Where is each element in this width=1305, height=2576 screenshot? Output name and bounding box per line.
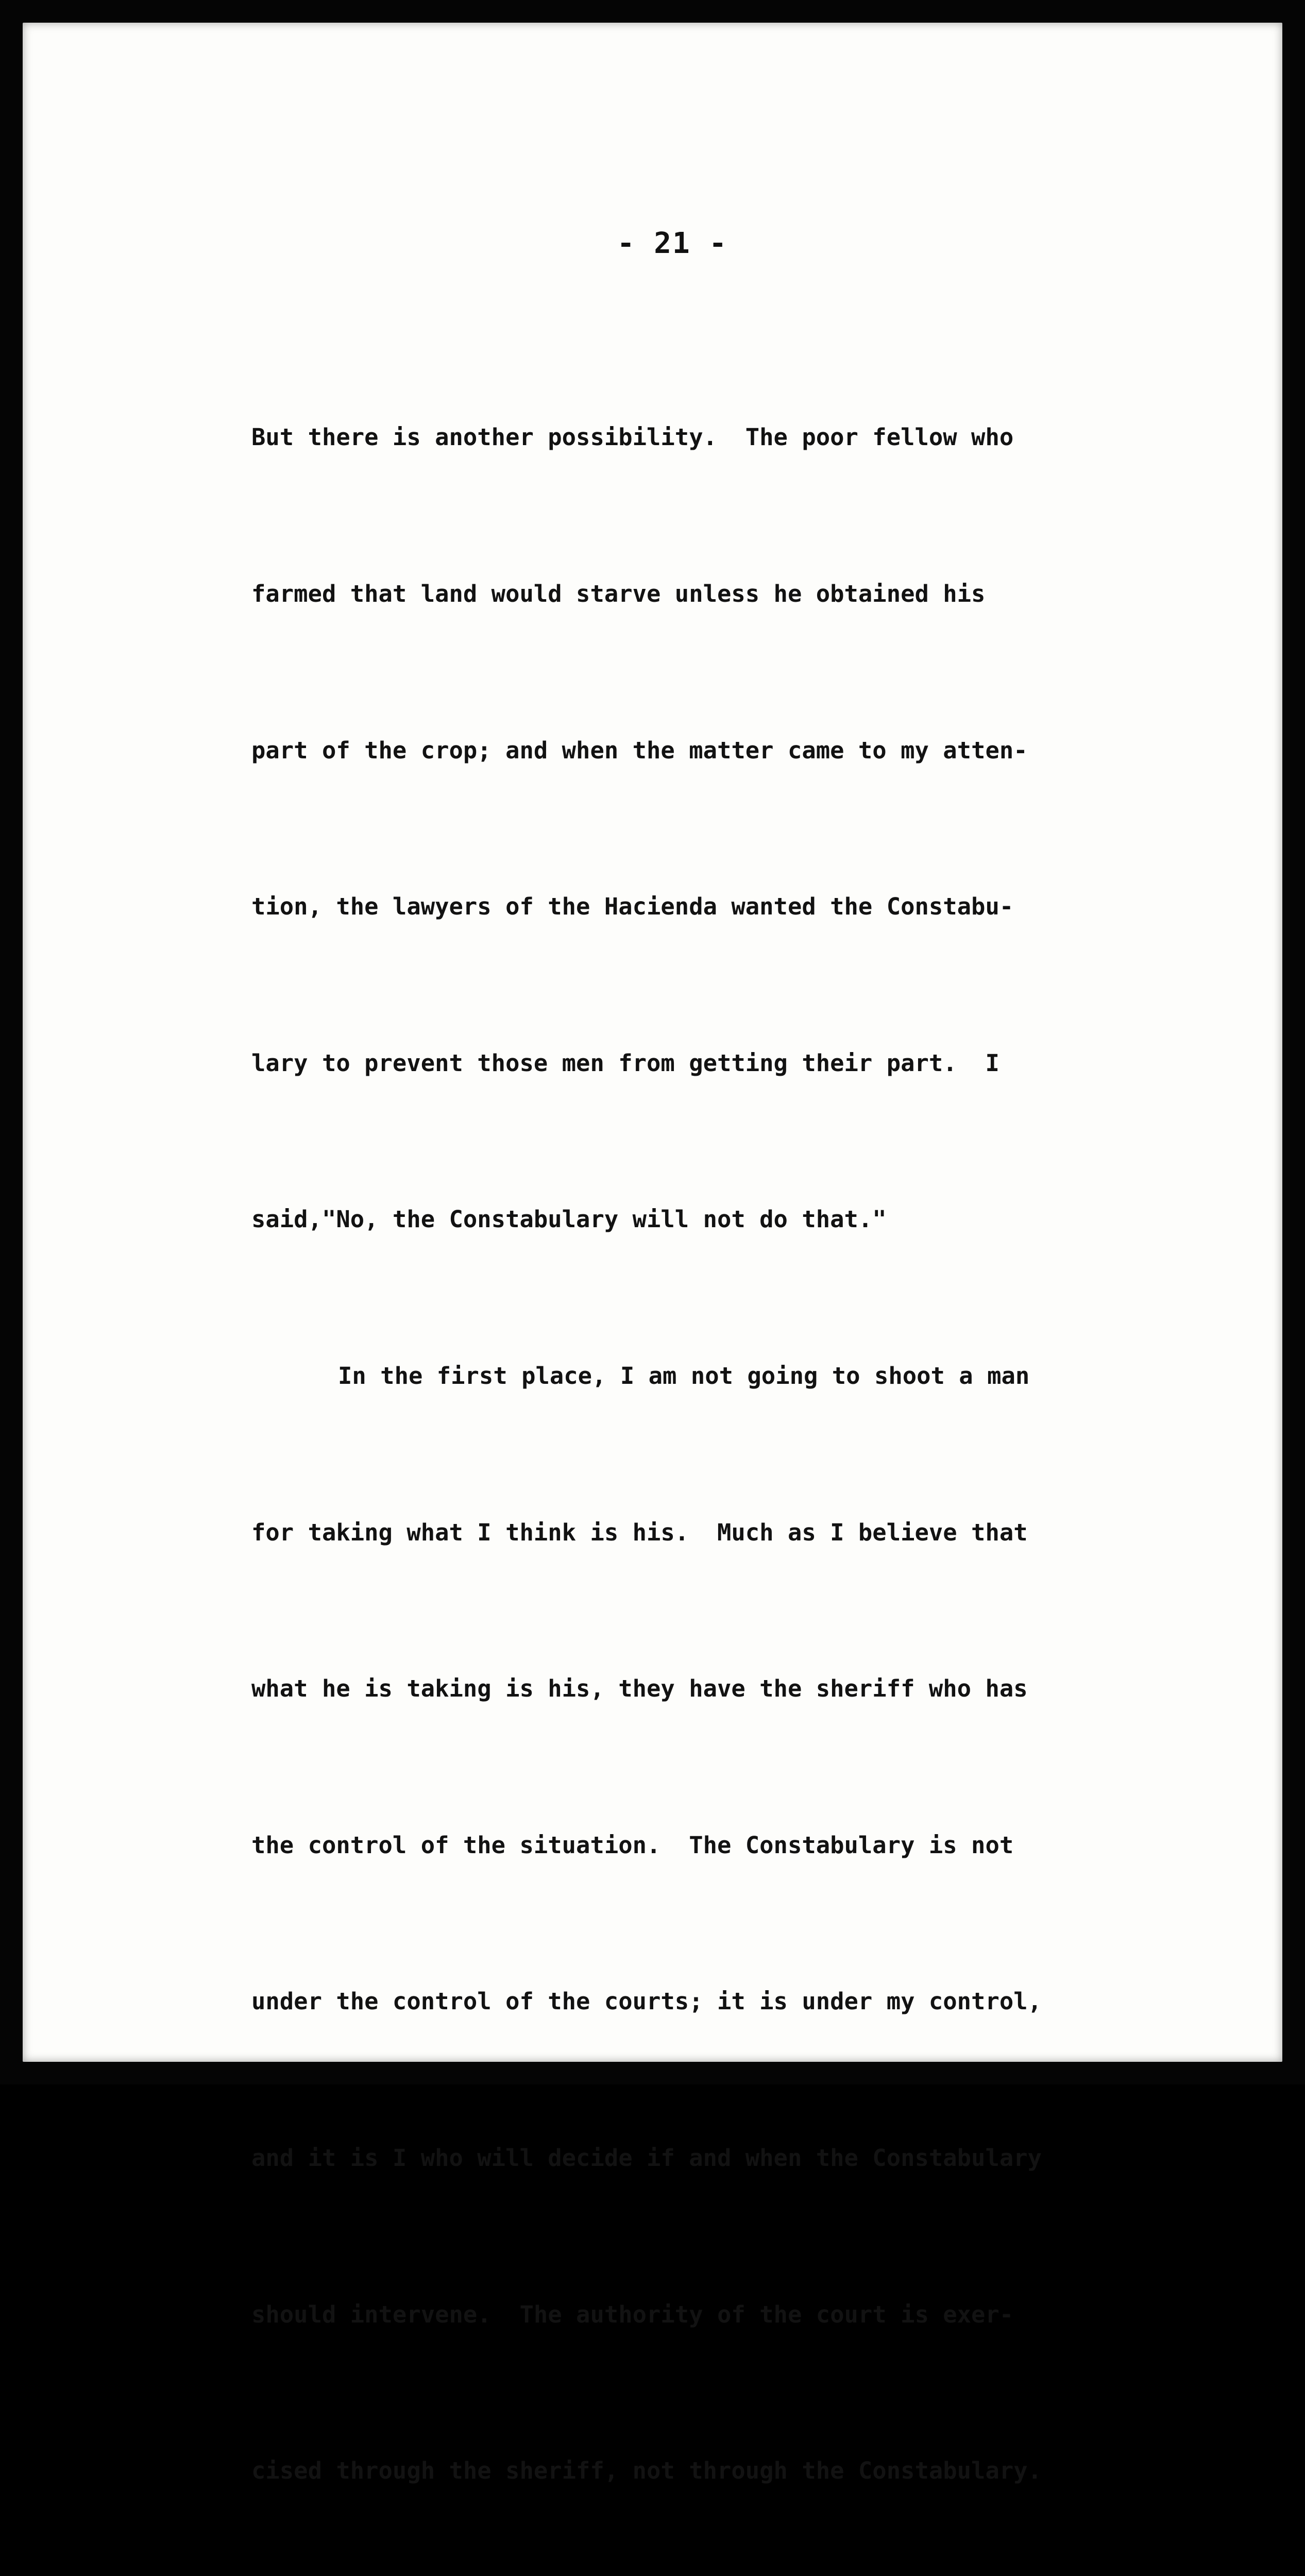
text-line: lary to prevent those men from getting their part. I xyxy=(251,1049,999,1077)
text-line: tion, the lawyers of the Hacienda wanted the Constabu- xyxy=(251,893,1014,921)
text-line: and it is I who will decide if and when the Constabulary xyxy=(251,2144,1042,2172)
text-line: the control of the situation. The Constabulary is not xyxy=(251,1831,1014,1859)
paragraph-start-line: In the first place, I am not going to shoot a man xyxy=(338,1362,1030,1389)
text-line: But there is another possibility. The poor fellow who xyxy=(251,423,1014,451)
text-line: what he is taking is his, they have the sheriff who has xyxy=(251,1675,1028,1703)
text-line: part of the crop; and when the matter came to my atten- xyxy=(251,736,1028,764)
text-line: under the control of the courts; it is under my control, xyxy=(251,1988,1042,2015)
text-line: said,"No, the Constabulary will not do that." xyxy=(251,1206,887,1233)
typed-body-text xyxy=(251,307,1179,2576)
text-line: cised through the sheriff, not through the Constabulary. xyxy=(251,2457,1042,2485)
text-line: for taking what I think is his. Much as I believe that xyxy=(251,1518,1028,1546)
text-line: farmed that land would starve unless he obtained his xyxy=(251,580,986,607)
page-number: - 21 - xyxy=(617,227,728,260)
text-line: should intervene. The authority of the court is exer- xyxy=(251,2300,1014,2328)
